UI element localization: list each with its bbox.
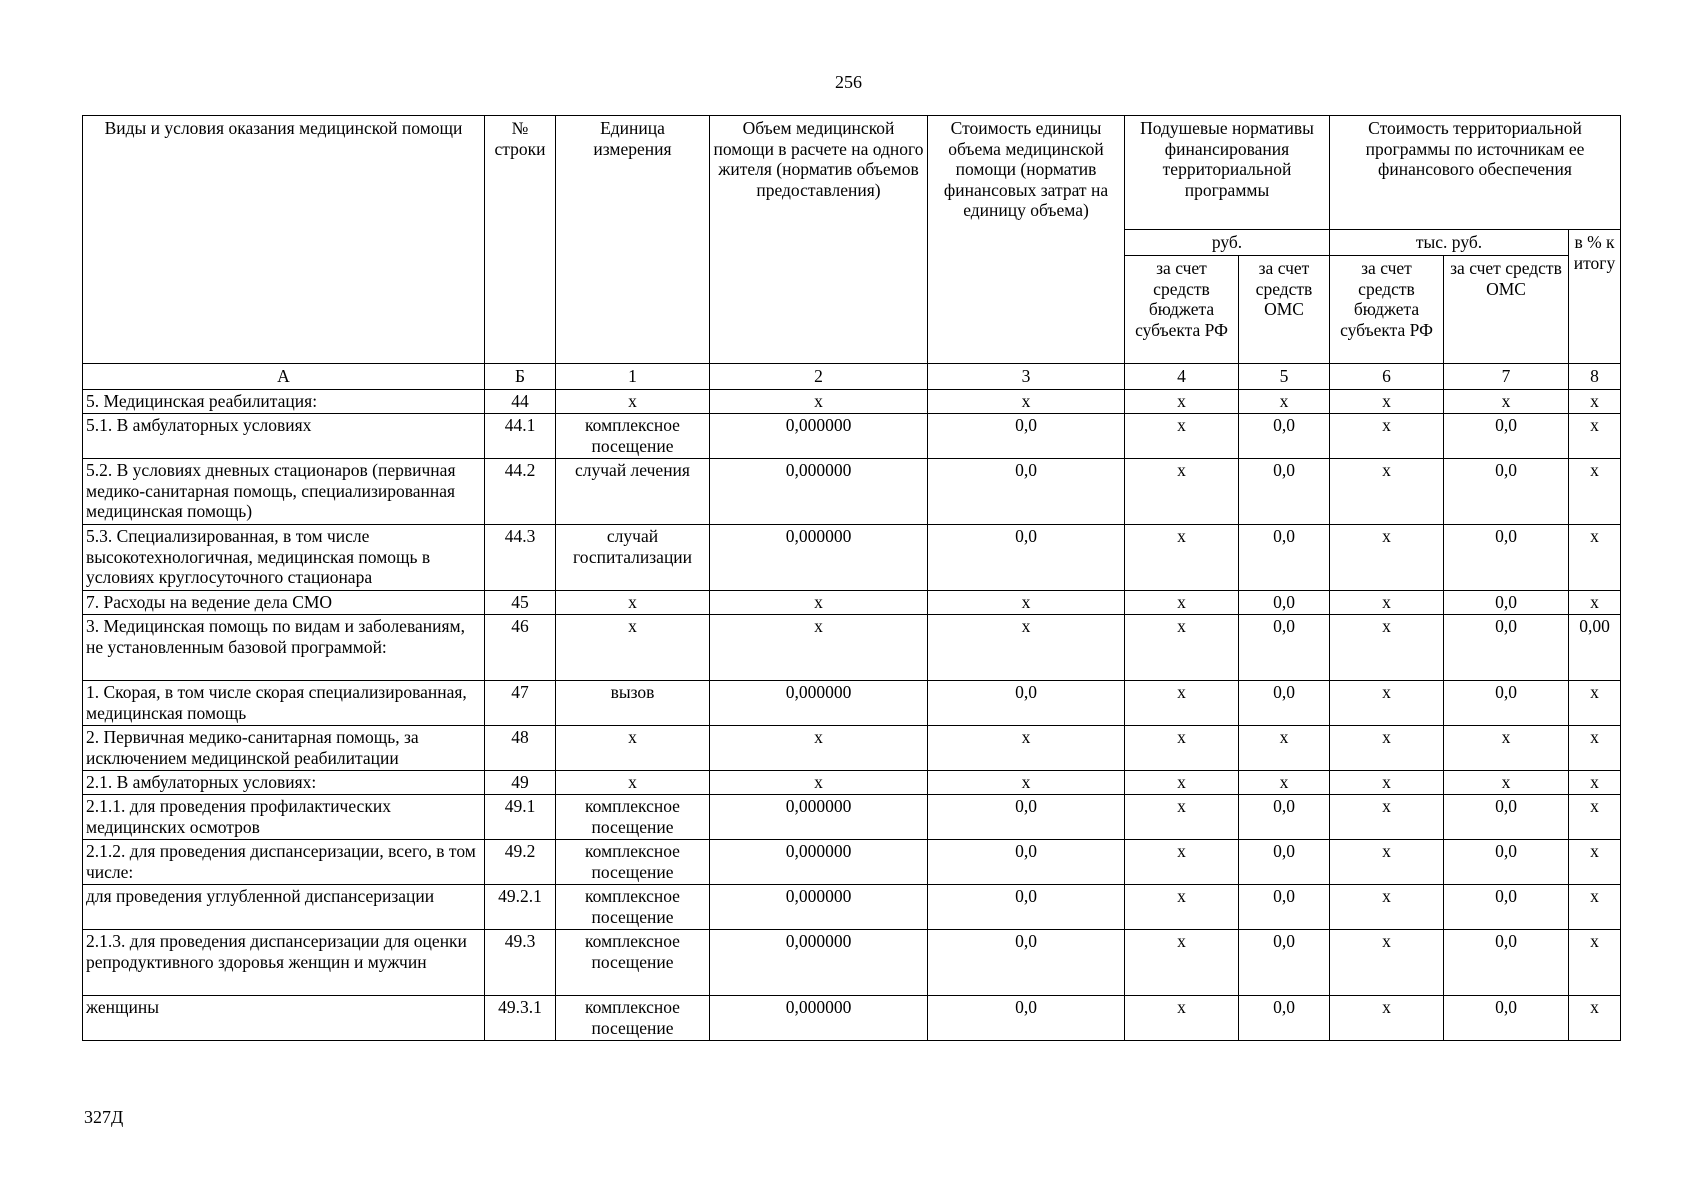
row-number: 44 xyxy=(485,390,556,414)
row-name: 7. Расходы на ведение дела СМО xyxy=(83,591,485,615)
row-oms-thous: 0,0 xyxy=(1444,525,1569,591)
header-oms-thous: за счет средств ОМС xyxy=(1444,256,1569,364)
row-oms-thous: х xyxy=(1444,771,1569,795)
row-unit: случай госпитализации xyxy=(556,525,710,591)
row-volume: х xyxy=(710,591,928,615)
index-cell: 2 xyxy=(710,364,928,390)
row-oms-thous: 0,0 xyxy=(1444,591,1569,615)
row-oms-rub: 0,0 xyxy=(1239,459,1330,525)
row-percent: х xyxy=(1569,459,1621,525)
row-volume: 0,000000 xyxy=(710,930,928,996)
row-number: 49.2 xyxy=(485,840,556,885)
row-name: 2. Первичная медико-санитарная помощь, за исключением медицинской реабилитации xyxy=(83,726,485,771)
row-volume: х xyxy=(710,615,928,681)
row-name: 2.1. В амбулаторных условиях: xyxy=(83,771,485,795)
row-oms-rub: 0,0 xyxy=(1239,525,1330,591)
row-oms-rub: 0,0 xyxy=(1239,840,1330,885)
row-number: 44.2 xyxy=(485,459,556,525)
table-row xyxy=(83,681,1621,726)
row-percent: х xyxy=(1569,996,1621,1041)
row-name: 3. Медицинская помощь по видам и заболеваниям, не установленным базовой программой: xyxy=(83,615,485,681)
row-name: 5. Медицинская реабилитация: xyxy=(83,390,485,414)
row-unit: случай лечения xyxy=(556,459,710,525)
index-cell: А xyxy=(83,364,485,390)
row-budget-rub: х xyxy=(1125,795,1239,840)
row-percent: х xyxy=(1569,681,1621,726)
row-percent: х xyxy=(1569,840,1621,885)
row-percent: х xyxy=(1569,795,1621,840)
row-oms-thous: 0,0 xyxy=(1444,996,1569,1041)
row-budget-thous: х xyxy=(1330,390,1444,414)
table-row xyxy=(83,840,1621,885)
row-budget-thous: х xyxy=(1330,726,1444,771)
row-unit-cost: х xyxy=(928,615,1125,681)
row-oms-rub: 0,0 xyxy=(1239,996,1330,1041)
row-budget-rub: х xyxy=(1125,996,1239,1041)
header-rub: руб. xyxy=(1125,230,1330,256)
row-budget-rub: х xyxy=(1125,930,1239,996)
row-oms-rub: 0,0 xyxy=(1239,591,1330,615)
row-budget-thous: х xyxy=(1330,771,1444,795)
header-unit-cost: Стоимость единицы объема медицинской помощи (норматив финансовых затрат на единицу объема) xyxy=(928,116,1125,364)
table-row xyxy=(83,726,1621,771)
row-budget-rub: х xyxy=(1125,885,1239,930)
row-budget-rub: х xyxy=(1125,771,1239,795)
header-budget-rub: за счет средств бюджета субъекта РФ xyxy=(1125,256,1239,364)
header-row-number: № строки xyxy=(485,116,556,364)
row-oms-thous: 0,0 xyxy=(1444,795,1569,840)
index-cell: 3 xyxy=(928,364,1125,390)
row-number: 49.3 xyxy=(485,930,556,996)
row-unit-cost: 0,0 xyxy=(928,840,1125,885)
row-name: 5.1. В амбулаторных условиях xyxy=(83,414,485,459)
row-percent: х xyxy=(1569,390,1621,414)
row-unit-cost: 0,0 xyxy=(928,996,1125,1041)
header-percent: в % к итогу xyxy=(1569,230,1621,364)
row-volume: 0,000000 xyxy=(710,681,928,726)
row-oms-thous: х xyxy=(1444,726,1569,771)
row-unit: комплексное посещение xyxy=(556,996,710,1041)
row-unit: комплексное посещение xyxy=(556,414,710,459)
row-budget-thous: х xyxy=(1330,459,1444,525)
row-unit-cost: 0,0 xyxy=(928,525,1125,591)
page-number: 256 xyxy=(835,72,862,92)
row-number: 45 xyxy=(485,591,556,615)
row-unit-cost: х xyxy=(928,726,1125,771)
row-number: 48 xyxy=(485,726,556,771)
table-row xyxy=(83,459,1621,525)
row-volume: 0,000000 xyxy=(710,414,928,459)
column-index-row xyxy=(83,364,1621,390)
row-percent: 0,00 xyxy=(1569,615,1621,681)
table-row xyxy=(83,525,1621,591)
row-percent: х xyxy=(1569,885,1621,930)
row-oms-rub: 0,0 xyxy=(1239,930,1330,996)
row-name: для проведения углубленной диспансеризации xyxy=(83,885,485,930)
index-cell: 5 xyxy=(1239,364,1330,390)
row-unit: х xyxy=(556,615,710,681)
row-unit: комплексное посещение xyxy=(556,930,710,996)
row-oms-thous: 0,0 xyxy=(1444,414,1569,459)
row-budget-rub: х xyxy=(1125,414,1239,459)
row-oms-thous: 0,0 xyxy=(1444,459,1569,525)
row-oms-rub: х xyxy=(1239,390,1330,414)
table-row xyxy=(83,414,1621,459)
row-unit-cost: х xyxy=(928,591,1125,615)
row-volume: 0,000000 xyxy=(710,840,928,885)
row-budget-rub: х xyxy=(1125,840,1239,885)
row-name: женщины xyxy=(83,996,485,1041)
row-budget-rub: х xyxy=(1125,525,1239,591)
table-row xyxy=(83,390,1621,414)
row-unit-cost: 0,0 xyxy=(928,795,1125,840)
row-budget-thous: х xyxy=(1330,591,1444,615)
row-oms-rub: х xyxy=(1239,726,1330,771)
row-number: 44.3 xyxy=(485,525,556,591)
row-percent: х xyxy=(1569,771,1621,795)
row-unit: комплексное посещение xyxy=(556,885,710,930)
row-percent: х xyxy=(1569,930,1621,996)
header-budget-thous: за счет средств бюджета субъекта РФ xyxy=(1330,256,1444,364)
row-oms-thous: 0,0 xyxy=(1444,615,1569,681)
header-kinds: Виды и условия оказания медицинской помощи xyxy=(83,116,485,364)
row-unit-cost: х xyxy=(928,771,1125,795)
row-name: 1. Скорая, в том числе скорая специализированная, медицинская помощь xyxy=(83,681,485,726)
header-volume: Объем медицинской помощи в расчете на одного жителя (норматив объемов предоставления) xyxy=(710,116,928,364)
index-cell: 4 xyxy=(1125,364,1239,390)
row-unit: х xyxy=(556,771,710,795)
row-volume: 0,000000 xyxy=(710,795,928,840)
row-number: 49.2.1 xyxy=(485,885,556,930)
table-row xyxy=(83,591,1621,615)
table-row xyxy=(83,996,1621,1041)
row-volume: 0,000000 xyxy=(710,525,928,591)
row-oms-rub: 0,0 xyxy=(1239,885,1330,930)
index-cell: 6 xyxy=(1330,364,1444,390)
row-budget-thous: х xyxy=(1330,996,1444,1041)
row-unit: комплексное посещение xyxy=(556,795,710,840)
row-budget-rub: х xyxy=(1125,390,1239,414)
row-oms-rub: 0,0 xyxy=(1239,615,1330,681)
row-volume: 0,000000 xyxy=(710,459,928,525)
row-oms-rub: 0,0 xyxy=(1239,414,1330,459)
document-code: 327Д xyxy=(84,1107,124,1127)
row-unit: х xyxy=(556,591,710,615)
row-number: 49.3.1 xyxy=(485,996,556,1041)
row-budget-thous: х xyxy=(1330,615,1444,681)
header-per-capita: Подушевые нормативы финансирования территориальной программы xyxy=(1125,116,1330,230)
row-unit: х xyxy=(556,726,710,771)
row-budget-thous: х xyxy=(1330,885,1444,930)
row-budget-rub: х xyxy=(1125,591,1239,615)
index-cell: Б xyxy=(485,364,556,390)
row-oms-rub: х xyxy=(1239,771,1330,795)
row-percent: х xyxy=(1569,525,1621,591)
row-name: 5.2. В условиях дневных стационаров (первичная медико-санитарная помощь, специализированная медицинская помощь) xyxy=(83,459,485,525)
row-percent: х xyxy=(1569,726,1621,771)
index-cell: 7 xyxy=(1444,364,1569,390)
row-number: 46 xyxy=(485,615,556,681)
row-oms-thous: 0,0 xyxy=(1444,840,1569,885)
row-budget-rub: х xyxy=(1125,459,1239,525)
row-unit: комплексное посещение xyxy=(556,840,710,885)
row-unit: вызов xyxy=(556,681,710,726)
row-number: 49.1 xyxy=(485,795,556,840)
row-name: 2.1.2. для проведения диспансеризации, всего, в том числе: xyxy=(83,840,485,885)
row-budget-thous: х xyxy=(1330,681,1444,726)
row-name: 5.3. Специализированная, в том числе высокотехнологичная, медицинская помощь в условиях круглосуточного стационара xyxy=(83,525,485,591)
row-budget-thous: х xyxy=(1330,795,1444,840)
row-unit-cost: 0,0 xyxy=(928,459,1125,525)
row-unit-cost: х xyxy=(928,390,1125,414)
row-volume: х xyxy=(710,771,928,795)
row-budget-thous: х xyxy=(1330,414,1444,459)
row-volume: 0,000000 xyxy=(710,885,928,930)
row-unit-cost: 0,0 xyxy=(928,885,1125,930)
row-percent: х xyxy=(1569,414,1621,459)
row-oms-thous: х xyxy=(1444,390,1569,414)
row-number: 44.1 xyxy=(485,414,556,459)
table-row xyxy=(83,771,1621,795)
row-oms-thous: 0,0 xyxy=(1444,885,1569,930)
row-number: 47 xyxy=(485,681,556,726)
table-row xyxy=(83,885,1621,930)
row-volume: х xyxy=(710,726,928,771)
row-budget-rub: х xyxy=(1125,615,1239,681)
index-cell: 1 xyxy=(556,364,710,390)
row-oms-thous: 0,0 xyxy=(1444,930,1569,996)
row-unit-cost: 0,0 xyxy=(928,930,1125,996)
row-budget-rub: х xyxy=(1125,681,1239,726)
table-row xyxy=(83,795,1621,840)
row-oms-rub: 0,0 xyxy=(1239,681,1330,726)
table-row xyxy=(83,615,1621,681)
row-budget-thous: х xyxy=(1330,840,1444,885)
financing-table xyxy=(82,115,1621,1041)
row-budget-thous: х xyxy=(1330,930,1444,996)
header-oms-rub: за счет средств ОМС xyxy=(1239,256,1330,364)
row-oms-thous: 0,0 xyxy=(1444,681,1569,726)
row-unit-cost: 0,0 xyxy=(928,414,1125,459)
header-program-cost: Стоимость территориальной программы по источникам ее финансового обеспечения xyxy=(1330,116,1621,230)
table-header xyxy=(83,116,1621,364)
header-thous-rub: тыс. руб. xyxy=(1330,230,1569,256)
row-oms-rub: 0,0 xyxy=(1239,795,1330,840)
table-row xyxy=(83,930,1621,996)
row-volume: х xyxy=(710,390,928,414)
row-volume: 0,000000 xyxy=(710,996,928,1041)
row-percent: х xyxy=(1569,591,1621,615)
row-budget-thous: х xyxy=(1330,525,1444,591)
index-cell: 8 xyxy=(1569,364,1621,390)
row-unit: х xyxy=(556,390,710,414)
row-unit-cost: 0,0 xyxy=(928,681,1125,726)
row-name: 2.1.3. для проведения диспансеризации для оценки репродуктивного здоровья женщин и мужчин xyxy=(83,930,485,996)
row-name: 2.1.1. для проведения профилактических медицинских осмотров xyxy=(83,795,485,840)
row-number: 49 xyxy=(485,771,556,795)
row-budget-rub: х xyxy=(1125,726,1239,771)
header-unit: Единица измерения xyxy=(556,116,710,364)
